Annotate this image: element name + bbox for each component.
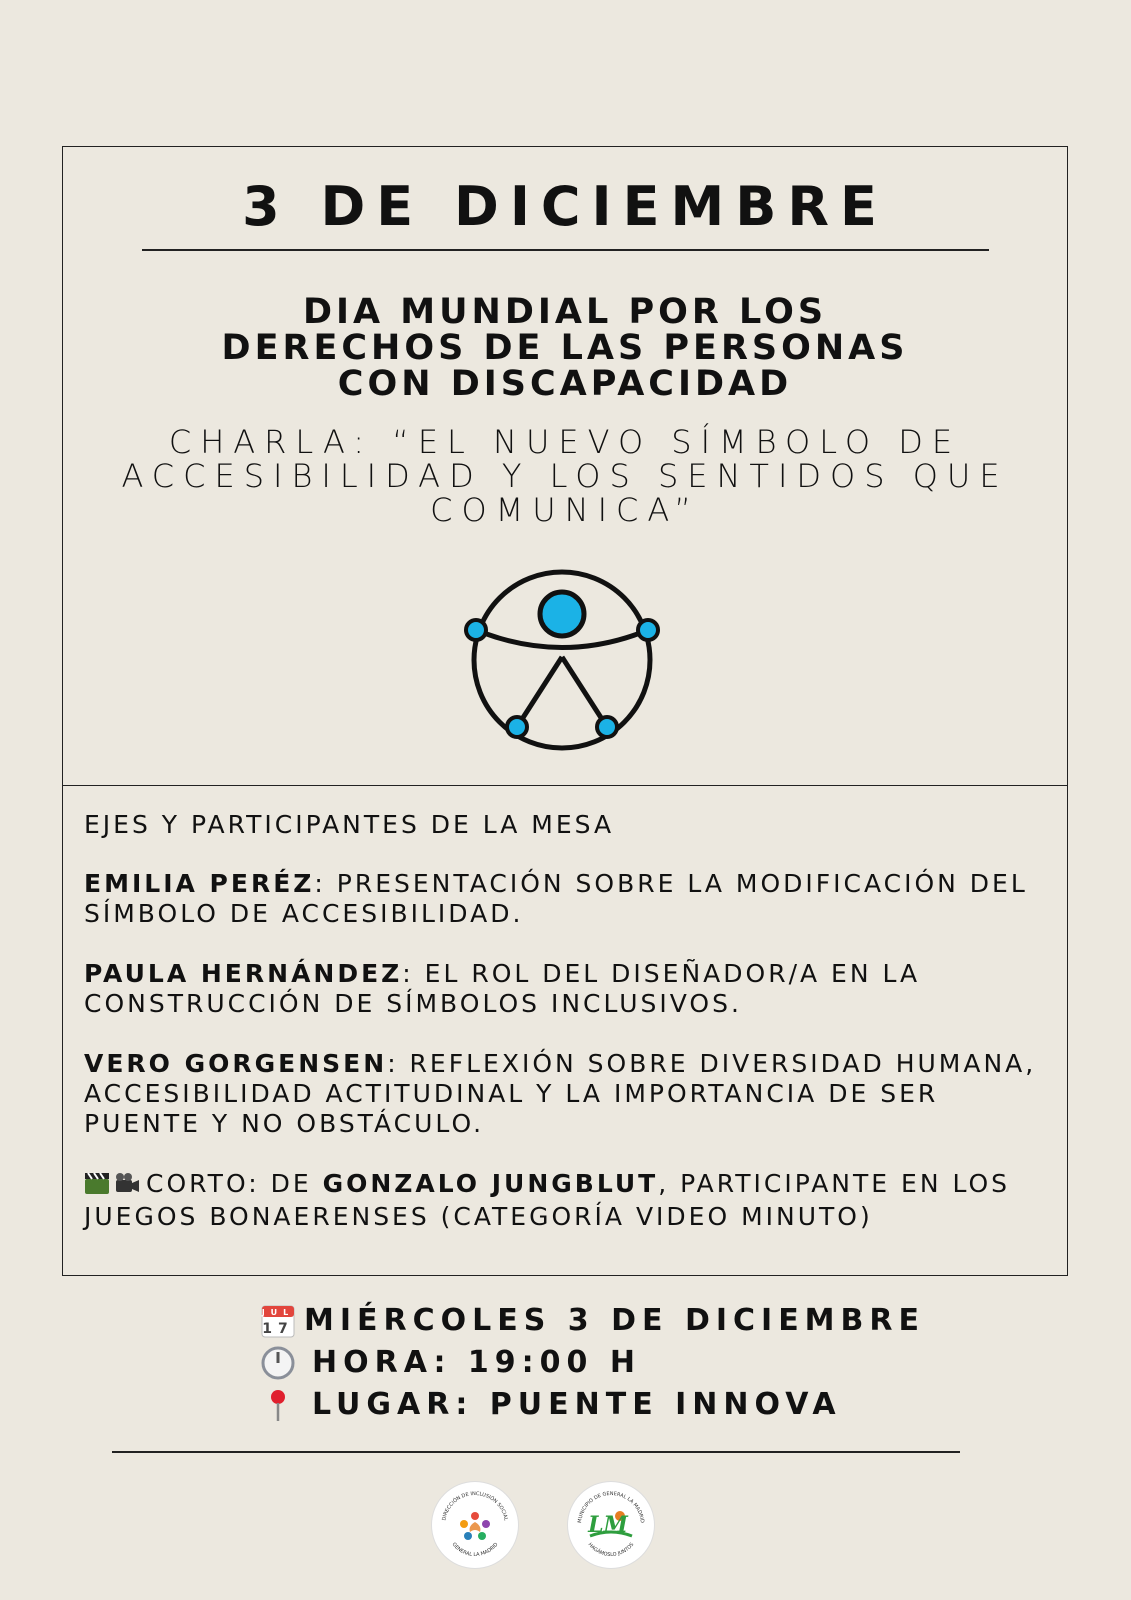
footer-divider bbox=[112, 1451, 960, 1453]
clapper-camera-icon bbox=[84, 1171, 140, 1202]
short-author: GONZALO JUNGBLUT bbox=[322, 1169, 659, 1198]
clock-icon bbox=[260, 1345, 296, 1381]
participant-topic: : PRESENTACIÓN SOBRE LA MODIFICACIÓN DEL SÍMBOLO DE ACCESIBILIDAD. bbox=[84, 869, 1028, 928]
participants-list bbox=[84, 810, 1064, 1262]
main-title-line: DERECHOS DE LAS PERSONAS bbox=[221, 328, 909, 368]
title-divider bbox=[142, 249, 989, 251]
participant-name: PAULA HERNÁNDEZ bbox=[84, 959, 403, 988]
event-time: HORA: 19:00 H bbox=[312, 1345, 641, 1380]
subtitle-line: CHARLA: “EL NUEVO SÍMBOLO DE bbox=[168, 423, 962, 461]
time-row bbox=[260, 1342, 925, 1384]
subtitle-line: COMUNICA” bbox=[430, 491, 700, 529]
main-title-line: CON DISCAPACIDAD bbox=[337, 364, 793, 404]
svg-text:DIRECCIÓN DE INCLUSIÓN SOCIAL: DIRECCIÓN DE INCLUSIÓN SOCIAL bbox=[441, 1490, 509, 1522]
calendar-icon bbox=[260, 1303, 296, 1339]
calendar-day: 17 bbox=[262, 1321, 294, 1337]
participant-topic: : EL ROL DEL DISEÑADOR/A EN LA CONSTRUCCIÓN DE SÍMBOLOS INCLUSIVOS. bbox=[84, 959, 921, 1018]
event-date: MIÉRCOLES 3 DE DICIEMBRE bbox=[304, 1303, 925, 1338]
participants-heading: EJES Y PARTICIPANTES DE LA MESA bbox=[84, 810, 615, 839]
municipio-logo bbox=[568, 1482, 654, 1568]
main-title bbox=[62, 294, 1068, 402]
participant-item bbox=[84, 959, 1064, 1019]
date-row bbox=[260, 1300, 925, 1342]
event-details bbox=[260, 1300, 925, 1426]
subtitle-line: ACCESIBILIDAD Y LOS SENTIDOS QUE bbox=[121, 457, 1009, 495]
accessibility-symbol-icon bbox=[462, 560, 662, 760]
participant-item bbox=[84, 1049, 1064, 1139]
short-prefix: CORTO: DE bbox=[146, 1169, 323, 1198]
svg-text:LM: LM bbox=[588, 1512, 628, 1538]
svg-text:HAGÁMOSLO JUNTOS: HAGÁMOSLO JUNTOS bbox=[586, 1541, 636, 1559]
participant-item bbox=[84, 869, 1064, 929]
short-film-item bbox=[84, 1169, 1064, 1232]
talk-subtitle bbox=[62, 425, 1068, 527]
svg-text:MUNICIPIO DE GENERAL LA MADRID: MUNICIPIO DE GENERAL LA MADRID bbox=[577, 1490, 645, 1524]
calendar-month: JUL bbox=[261, 1308, 295, 1317]
participant-name: VERO GORGENSEN bbox=[84, 1049, 388, 1078]
date-title: 3 DE DICIEMBRE bbox=[242, 175, 888, 238]
participant-topic: : REFLEXIÓN SOBRE DIVERSIDAD HUMANA, ACCESIBILIDAD ACTITUDINAL Y LA IMPORTANCIA DE SER PUENTE Y NO OBSTÁCULO. bbox=[84, 1049, 1037, 1138]
event-place: LUGAR: PUENTE INNOVA bbox=[312, 1387, 842, 1422]
main-title-line: DIA MUNDIAL POR LOS bbox=[302, 292, 828, 332]
pin-icon bbox=[260, 1387, 296, 1423]
svg-text:GENERAL LA MADRID: GENERAL LA MADRID bbox=[450, 1541, 500, 1559]
inclusion-social-logo bbox=[432, 1482, 518, 1568]
participant-name: EMILIA PERÉZ bbox=[84, 869, 315, 898]
short-suffix: , PARTICIPANTE EN LOS JUEGOS BONAERENSES (CATEGORÍA VIDEO MINUTO) bbox=[84, 1169, 1011, 1231]
place-row bbox=[260, 1384, 925, 1426]
